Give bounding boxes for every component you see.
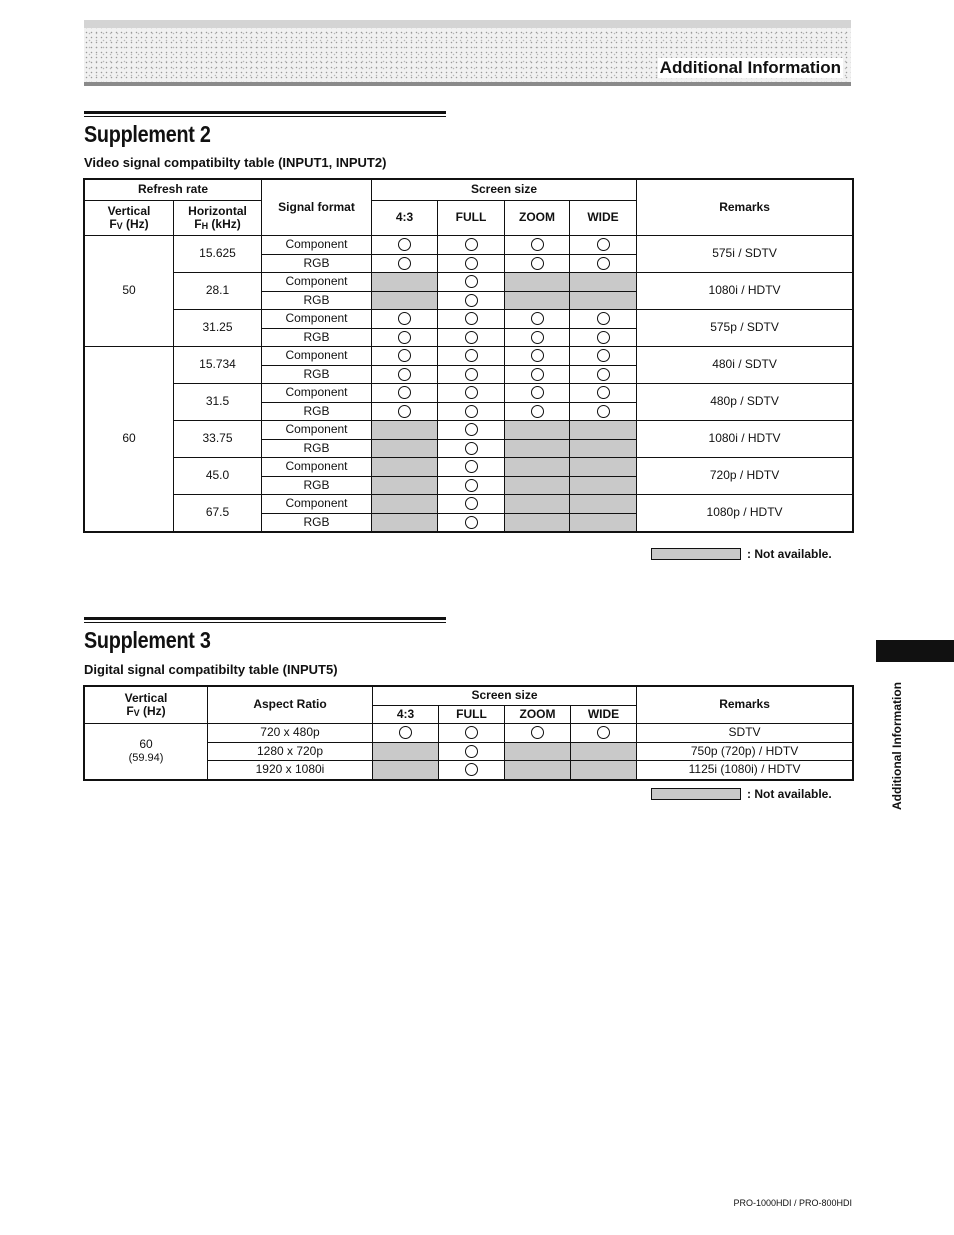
video-signal-table [84, 179, 853, 532]
cell-43 [372, 328, 438, 347]
vertical-unit-sub: V [133, 708, 140, 718]
cell-full [438, 254, 505, 273]
available-circle-icon [398, 238, 411, 251]
cell-wide [571, 761, 637, 780]
available-circle-icon [465, 294, 478, 307]
table-row [85, 421, 853, 440]
horizontal-unit: (kHz) [211, 217, 241, 231]
cell-zoom [505, 402, 570, 421]
cell-full [438, 365, 505, 384]
available-circle-icon [597, 405, 610, 418]
cell-full [438, 328, 505, 347]
model-footer: PRO-1000HDI / PRO-800HDI [733, 1198, 852, 1208]
cell-43 [372, 513, 438, 532]
available-circle-icon [465, 442, 478, 455]
available-circle-icon [465, 479, 478, 492]
remarks-value: 480i / SDTV [637, 347, 853, 384]
cell-full [438, 347, 505, 366]
cell-wide [570, 236, 637, 255]
cell-43 [373, 724, 439, 743]
cell-full [438, 273, 505, 292]
vertical-unit: (Hz) [126, 217, 149, 231]
col-zoom-header: ZOOM [505, 201, 570, 236]
horizontal-unit-sub: H [201, 221, 209, 231]
vertical-value: 60 [85, 347, 174, 532]
cell-43 [372, 421, 438, 440]
available-circle-icon [465, 497, 478, 510]
signal-format: RGB [262, 328, 372, 347]
available-circle-icon [398, 368, 411, 381]
horizontal-label: Horizontal [188, 203, 247, 218]
cell-full [438, 384, 505, 403]
vertical-header [85, 201, 174, 236]
available-circle-icon [465, 238, 478, 251]
signal-format: Component [262, 421, 372, 440]
available-circle-icon [597, 349, 610, 362]
side-section-label: Additional Information [890, 682, 904, 810]
cell-wide [570, 328, 637, 347]
refresh-rate-header: Refresh rate [85, 180, 262, 201]
cell-wide [570, 273, 637, 292]
vertical-label: Vertical [124, 690, 168, 705]
available-circle-icon [398, 331, 411, 344]
remarks-value: 1080p / HDTV [637, 495, 853, 532]
vertical-value-main: 60 [139, 737, 153, 752]
section-rule [84, 617, 446, 623]
not-available-swatch [651, 548, 741, 560]
header-title: Additional Information [659, 58, 841, 77]
cell-wide [570, 513, 637, 532]
available-circle-icon [531, 331, 544, 344]
cell-wide [570, 495, 637, 514]
available-circle-icon [399, 726, 412, 739]
available-circle-icon [597, 386, 610, 399]
cell-full [439, 761, 505, 780]
cell-zoom [505, 291, 570, 310]
legend-supplement2 [651, 547, 832, 561]
cell-zoom [505, 439, 570, 458]
cell-43 [372, 310, 438, 329]
available-circle-icon [465, 331, 478, 344]
available-circle-icon [465, 405, 478, 418]
cell-43 [373, 742, 439, 761]
available-circle-icon [597, 257, 610, 270]
remarks-header: Remarks [637, 180, 853, 236]
cell-43 [372, 476, 438, 495]
cell-43 [373, 761, 439, 780]
cell-zoom [505, 273, 570, 292]
available-circle-icon [465, 386, 478, 399]
cell-full [438, 402, 505, 421]
available-circle-icon [531, 238, 544, 251]
horizontal-value: 45.0 [174, 458, 262, 495]
cell-full [439, 724, 505, 743]
aspect-ratio-header: Aspect Ratio [208, 687, 373, 724]
available-circle-icon [465, 516, 478, 529]
cell-43 [372, 384, 438, 403]
available-circle-icon [597, 312, 610, 325]
remarks-value: 720p / HDTV [637, 458, 853, 495]
remarks-value: 575i / SDTV [637, 236, 853, 273]
signal-format: RGB [262, 513, 372, 532]
cell-full [438, 421, 505, 440]
available-circle-icon [398, 405, 411, 418]
legend-text: : Not available. [747, 787, 832, 801]
cell-zoom [505, 254, 570, 273]
horizontal-unit-f: F [194, 217, 202, 231]
available-circle-icon [465, 312, 478, 325]
remarks-header: Remarks [637, 687, 853, 724]
available-circle-icon [597, 331, 610, 344]
cell-zoom [505, 328, 570, 347]
available-circle-icon [597, 238, 610, 251]
vertical-unit: (Hz) [143, 704, 166, 718]
aspect-ratio-value: 1920 x 1080i [208, 761, 373, 780]
cell-wide [570, 347, 637, 366]
signal-format: Component [262, 347, 372, 366]
cell-wide [570, 476, 637, 495]
header-band [84, 20, 851, 86]
cell-wide [570, 402, 637, 421]
cell-zoom [505, 365, 570, 384]
vertical-label: Vertical [107, 203, 151, 218]
cell-full [438, 439, 505, 458]
cell-full [438, 291, 505, 310]
available-circle-icon [398, 312, 411, 325]
col-wide-header: WIDE [571, 706, 637, 724]
horizontal-value: 67.5 [174, 495, 262, 532]
cell-zoom [505, 513, 570, 532]
vertical-value [85, 724, 208, 780]
horizontal-value: 28.1 [174, 273, 262, 310]
aspect-ratio-value: 1280 x 720p [208, 742, 373, 761]
available-circle-icon [465, 257, 478, 270]
vertical-unit-f: F [126, 704, 134, 718]
remarks-value: 1125i (1080i) / HDTV [637, 761, 853, 780]
section-tab [876, 640, 954, 662]
cell-zoom [505, 421, 570, 440]
vertical-value: 50 [85, 236, 174, 347]
cell-43 [372, 273, 438, 292]
cell-zoom [505, 724, 571, 743]
cell-wide [570, 254, 637, 273]
remarks-value: 480p / SDTV [637, 384, 853, 421]
supplement2-subtitle: Video signal compatibilty table (INPUT1, INPUT2) [84, 155, 387, 170]
signal-format-header: Signal format [262, 180, 372, 236]
cell-wide [571, 742, 637, 761]
supplement3-subtitle: Digital signal compatibilty table (INPUT5) [84, 662, 338, 677]
table-row [85, 384, 853, 403]
screen-size-header: Screen size [373, 687, 637, 706]
col-43-header: 4:3 [372, 201, 438, 236]
cell-full [438, 513, 505, 532]
header-top-bar [84, 20, 851, 28]
digital-signal-table [84, 686, 853, 780]
cell-43 [372, 402, 438, 421]
table-row [85, 273, 853, 292]
table-row [85, 236, 853, 255]
cell-full [438, 476, 505, 495]
vertical-value-alt: (59.94) [128, 752, 164, 765]
signal-format: RGB [262, 291, 372, 310]
cell-zoom [505, 347, 570, 366]
col-full-header: FULL [438, 201, 505, 236]
table-row [85, 495, 853, 514]
signal-format: Component [262, 273, 372, 292]
cell-43 [372, 291, 438, 310]
cell-full [438, 310, 505, 329]
cell-wide [571, 724, 637, 743]
cell-43 [372, 439, 438, 458]
cell-wide [570, 365, 637, 384]
signal-format: Component [262, 384, 372, 403]
remarks-value: SDTV [637, 724, 853, 743]
supplement2-title: Supplement 2 [84, 121, 211, 147]
table-row [85, 310, 853, 329]
available-circle-icon [531, 312, 544, 325]
available-circle-icon [465, 275, 478, 288]
cell-43 [372, 458, 438, 477]
horizontal-value: 33.75 [174, 421, 262, 458]
signal-format: RGB [262, 476, 372, 495]
cell-zoom [505, 761, 571, 780]
cell-wide [570, 458, 637, 477]
signal-format: RGB [262, 402, 372, 421]
available-circle-icon [465, 726, 478, 739]
cell-43 [372, 254, 438, 273]
cell-43 [372, 365, 438, 384]
available-circle-icon [465, 745, 478, 758]
legend-text: : Not available. [747, 547, 832, 561]
available-circle-icon [465, 423, 478, 436]
cell-zoom [505, 236, 570, 255]
cell-zoom [505, 495, 570, 514]
col-43-header: 4:3 [373, 706, 439, 724]
header-bottom-bar [84, 82, 851, 86]
remarks-value: 750p (720p) / HDTV [637, 742, 853, 761]
signal-format: Component [262, 495, 372, 514]
signal-format: RGB [262, 254, 372, 273]
cell-zoom [505, 384, 570, 403]
signal-format: Component [262, 458, 372, 477]
remarks-value: 1080i / HDTV [637, 273, 853, 310]
signal-format: RGB [262, 365, 372, 384]
available-circle-icon [531, 368, 544, 381]
available-circle-icon [531, 386, 544, 399]
cell-wide [570, 439, 637, 458]
horizontal-header [174, 201, 262, 236]
cell-full [439, 742, 505, 761]
legend-supplement3 [651, 787, 832, 801]
available-circle-icon [531, 349, 544, 362]
cell-zoom [505, 458, 570, 477]
available-circle-icon [465, 460, 478, 473]
available-circle-icon [398, 349, 411, 362]
screen-size-header: Screen size [372, 180, 637, 201]
remarks-value: 575p / SDTV [637, 310, 853, 347]
available-circle-icon [531, 257, 544, 270]
available-circle-icon [597, 368, 610, 381]
table-row [85, 724, 853, 743]
cell-43 [372, 347, 438, 366]
section-rule [84, 111, 446, 117]
horizontal-value: 31.5 [174, 384, 262, 421]
col-wide-header: WIDE [570, 201, 637, 236]
vertical-unit-sub: V [116, 221, 123, 231]
available-circle-icon [398, 386, 411, 399]
not-available-swatch [651, 788, 741, 800]
cell-full [438, 495, 505, 514]
available-circle-icon [531, 405, 544, 418]
signal-format: RGB [262, 439, 372, 458]
col-full-header: FULL [439, 706, 505, 724]
cell-wide [570, 291, 637, 310]
cell-full [438, 236, 505, 255]
signal-format: Component [262, 236, 372, 255]
table-row [85, 458, 853, 477]
cell-zoom [505, 742, 571, 761]
cell-wide [570, 310, 637, 329]
cell-zoom [505, 310, 570, 329]
available-circle-icon [465, 349, 478, 362]
available-circle-icon [597, 726, 610, 739]
remarks-value: 1080i / HDTV [637, 421, 853, 458]
horizontal-value: 31.25 [174, 310, 262, 347]
cell-wide [570, 421, 637, 440]
aspect-ratio-value: 720 x 480p [208, 724, 373, 743]
available-circle-icon [465, 368, 478, 381]
cell-43 [372, 495, 438, 514]
vertical-unit-f: F [109, 217, 117, 231]
cell-wide [570, 384, 637, 403]
supplement3-title: Supplement 3 [84, 627, 211, 653]
available-circle-icon [398, 257, 411, 270]
cell-full [438, 458, 505, 477]
signal-format: Component [262, 310, 372, 329]
horizontal-value: 15.734 [174, 347, 262, 384]
col-zoom-header: ZOOM [505, 706, 571, 724]
available-circle-icon [465, 763, 478, 776]
table-row [85, 347, 853, 366]
cell-zoom [505, 476, 570, 495]
available-circle-icon [531, 726, 544, 739]
horizontal-value: 15.625 [174, 236, 262, 273]
cell-43 [372, 236, 438, 255]
vertical-header [85, 687, 208, 724]
